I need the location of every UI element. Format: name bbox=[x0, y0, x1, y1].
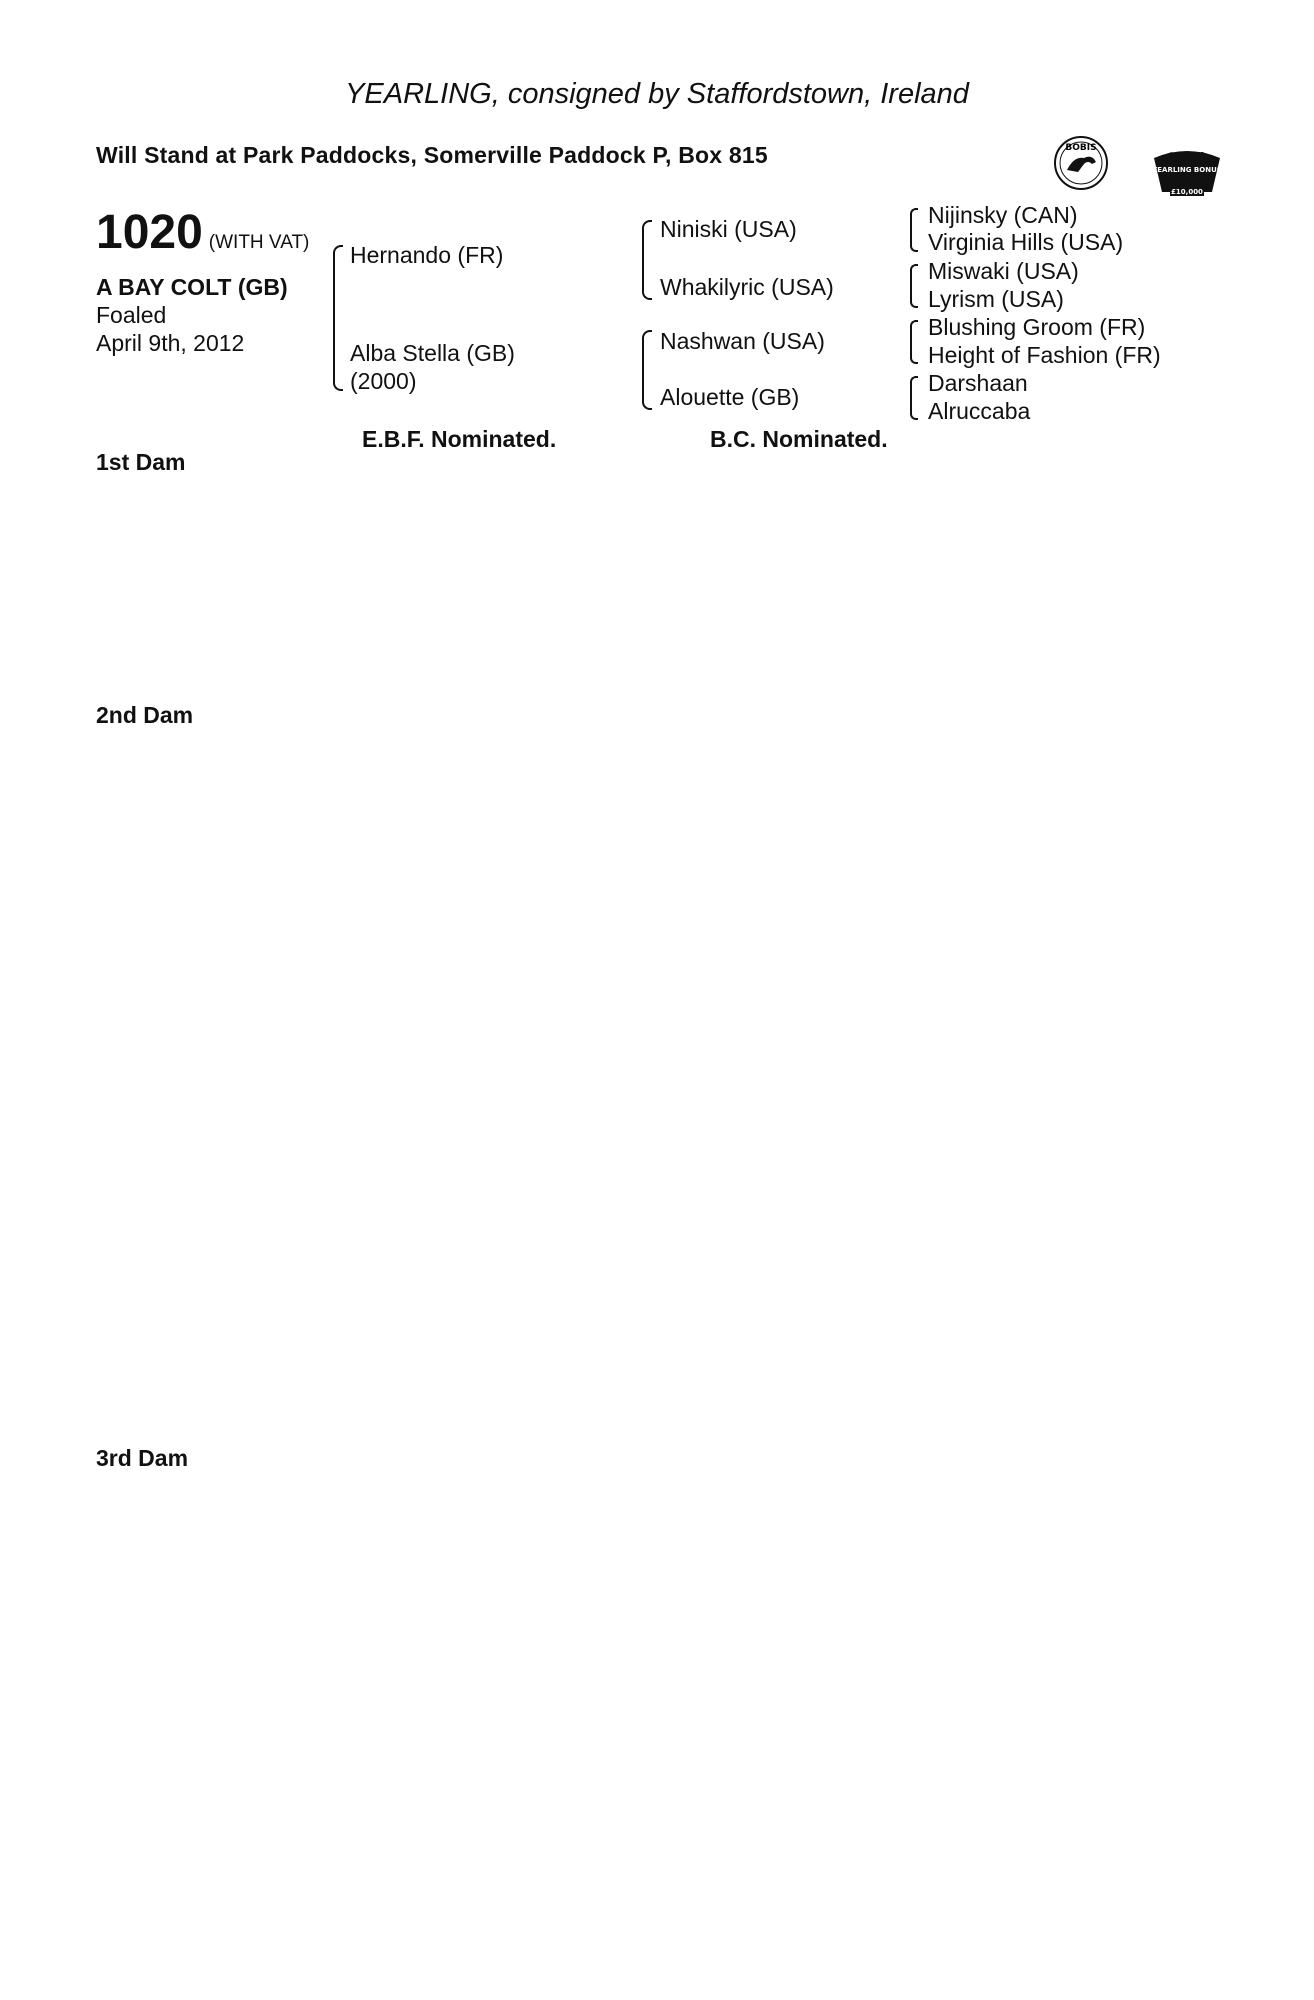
page-title: YEARLING, consigned by Staffordstown, Ireland bbox=[345, 78, 969, 110]
svg-text:BOBIS: BOBIS bbox=[1065, 143, 1097, 153]
lot-number-block bbox=[96, 205, 309, 260]
brace-gen3-2 bbox=[910, 264, 918, 308]
brace-gen1 bbox=[333, 245, 343, 391]
ancestor-4: Lyrism (USA) bbox=[928, 286, 1064, 312]
sire-sire: Niniski (USA) bbox=[660, 216, 797, 242]
ancestor-5: Blushing Groom (FR) bbox=[928, 314, 1146, 340]
svg-text:£10,000: £10,000 bbox=[1171, 188, 1203, 196]
svg-text:YEARLING BONUS: YEARLING BONUS bbox=[1152, 166, 1222, 174]
bc-nominated: B.C. Nominated. bbox=[710, 426, 888, 452]
foaled-date: April 9th, 2012 bbox=[96, 330, 245, 356]
brace-gen3-1 bbox=[910, 208, 918, 252]
sire: Hernando (FR) bbox=[350, 242, 504, 268]
yearling-bonus-logo bbox=[1150, 140, 1224, 202]
lot-vat: (WITH VAT) bbox=[208, 232, 310, 253]
foaled-label: Foaled bbox=[96, 302, 167, 328]
sire-dam: Whakilyric (USA) bbox=[660, 274, 834, 300]
dam-year: (2000) bbox=[350, 368, 417, 394]
ancestor-3: Miswaki (USA) bbox=[928, 258, 1079, 284]
ancestor-8: Alruccaba bbox=[928, 398, 1031, 424]
lot-number: 1020 bbox=[96, 206, 203, 259]
ancestor-2: Virginia Hills (USA) bbox=[928, 229, 1124, 255]
bobis-logo bbox=[1052, 134, 1110, 192]
ebf-nominated: E.B.F. Nominated. bbox=[362, 426, 557, 452]
dam-sire: Nashwan (USA) bbox=[660, 328, 825, 354]
stand-location: Will Stand at Park Paddocks, Somerville Paddock P, Box 815 bbox=[96, 142, 768, 168]
brace-gen3-3 bbox=[910, 320, 918, 364]
ancestor-7: Darshaan bbox=[928, 370, 1028, 396]
ancestor-1: Nijinsky (CAN) bbox=[928, 202, 1078, 228]
brace-gen3-4 bbox=[910, 376, 918, 420]
lot-name: A BAY COLT (GB) bbox=[96, 274, 288, 300]
section-1st-dam: 1st Dam bbox=[96, 449, 186, 475]
section-3rd-dam: 3rd Dam bbox=[96, 1445, 189, 1471]
brace-gen2-dam bbox=[642, 330, 652, 410]
section-2nd-dam: 2nd Dam bbox=[96, 702, 194, 728]
svg-text:RACING POST: RACING POST bbox=[1170, 152, 1204, 158]
brace-gen2-sire bbox=[642, 220, 652, 300]
ancestor-6: Height of Fashion (FR) bbox=[928, 342, 1161, 368]
dam: Alba Stella (GB) bbox=[350, 340, 515, 366]
dam-dam: Alouette (GB) bbox=[660, 384, 800, 410]
